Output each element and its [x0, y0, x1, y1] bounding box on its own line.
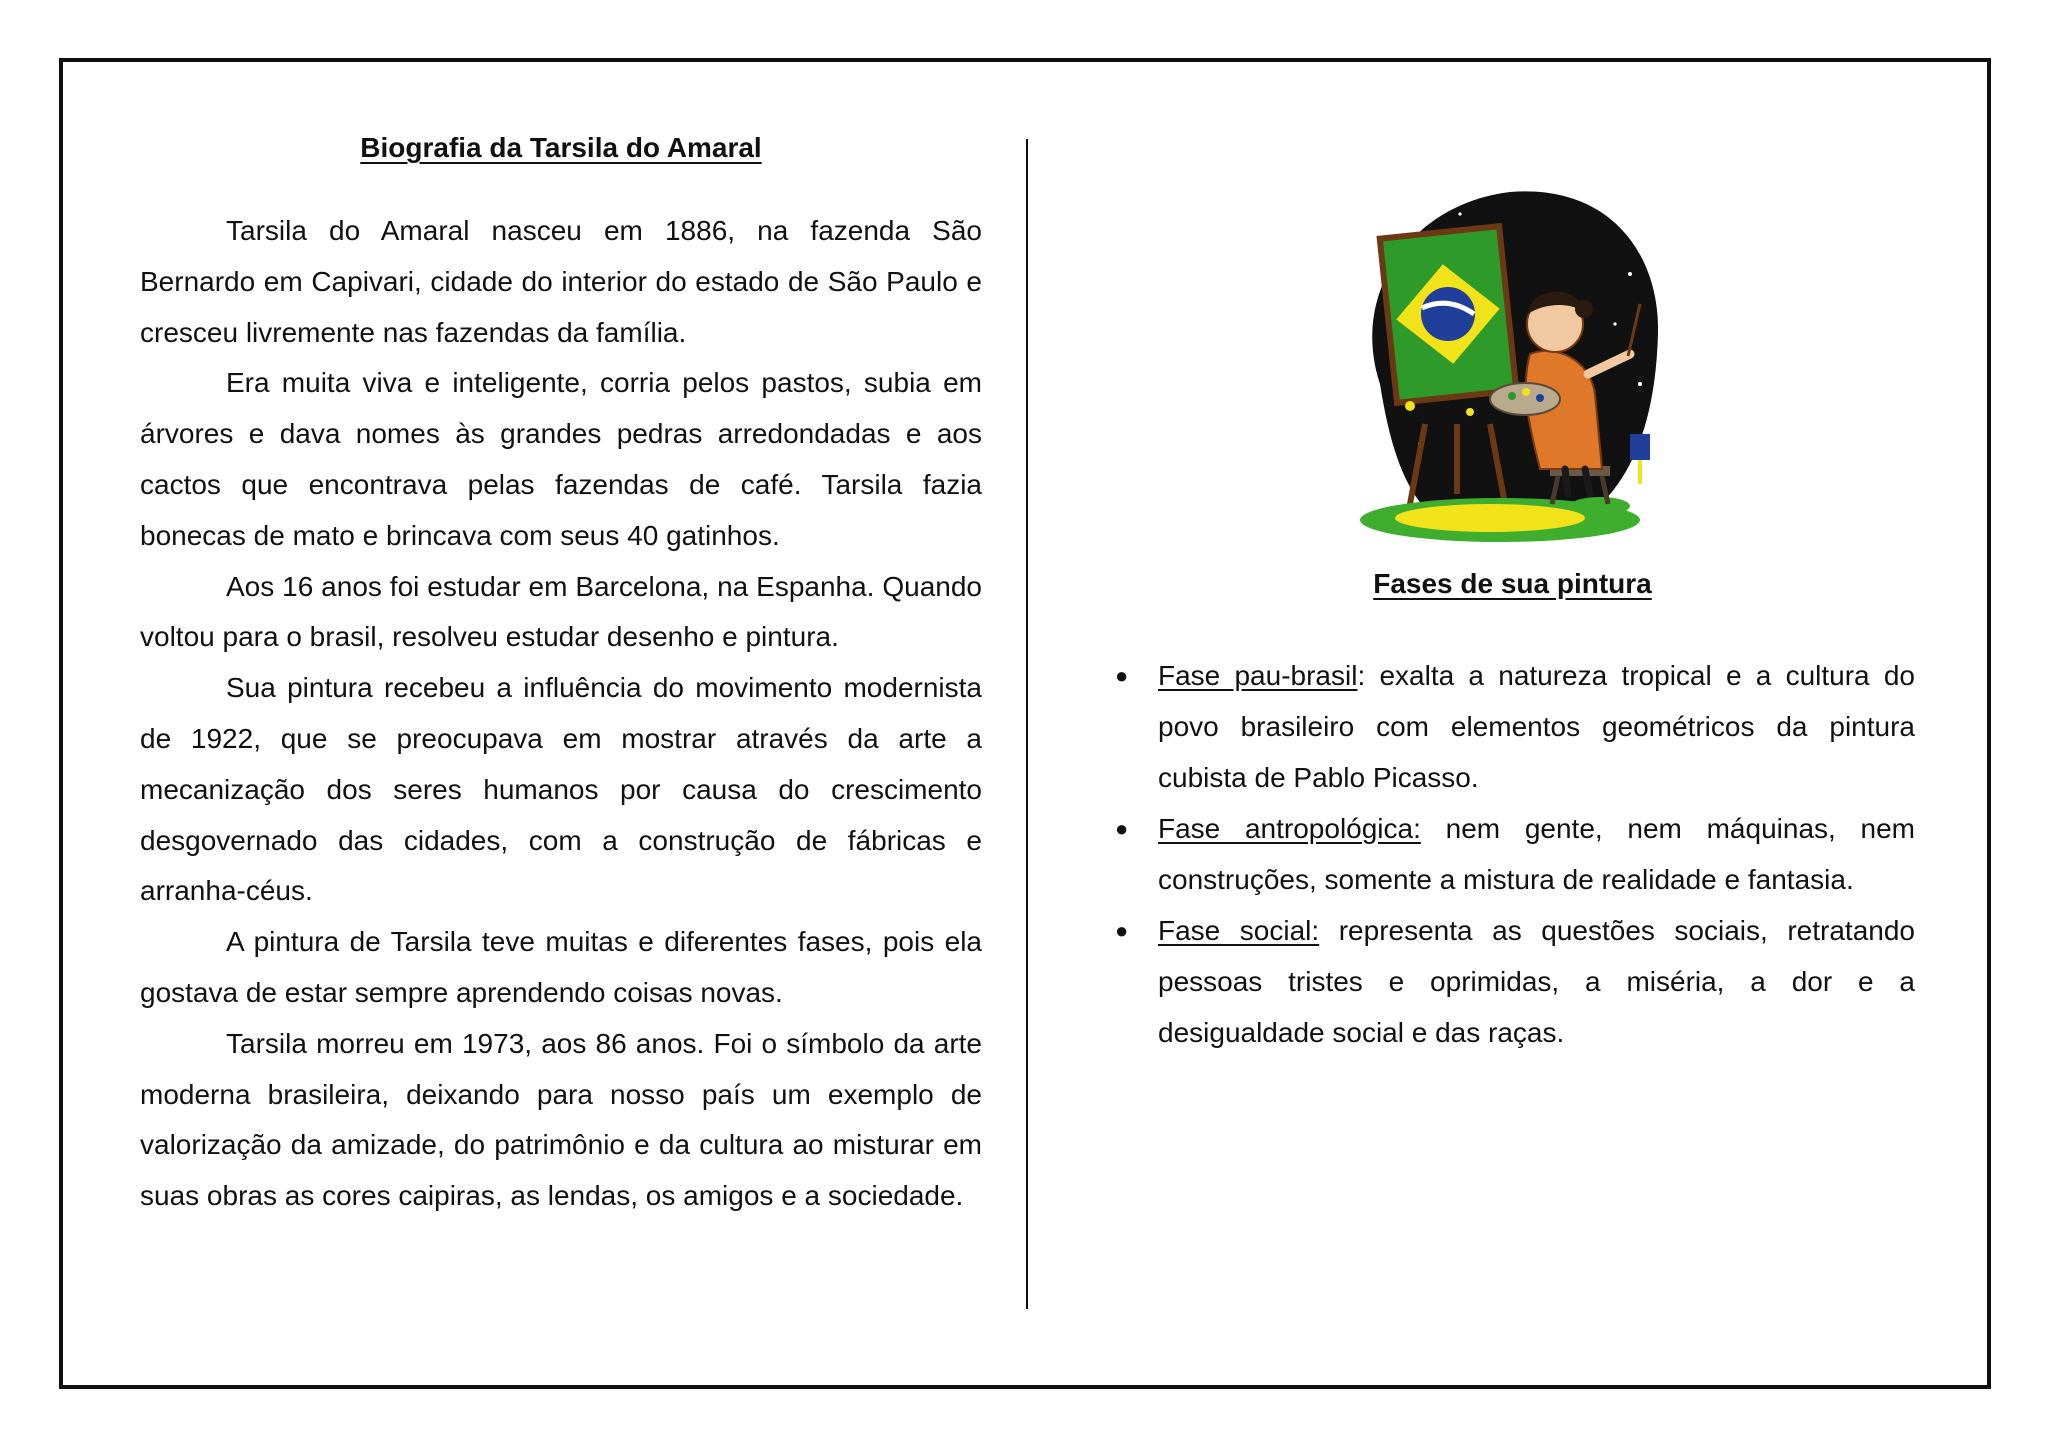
bullet-icon: ●: [1115, 918, 1129, 943]
phase-item-pau-brasil: [1110, 650, 1915, 803]
biography-paragraph: Aos 16 anos foi estudar em Barcelona, na Espanha. Quando voltou para o brasil, resolveu estudar desenho e pintura.: [140, 570, 982, 653]
bullet-icon: ●: [1115, 663, 1129, 688]
painter-illustration: [1340, 184, 1694, 558]
column-divider: [1026, 139, 1028, 1309]
phase-name: Fase social:: [1158, 915, 1320, 946]
phases-list: [1110, 650, 1915, 1058]
phase-description: exalta a natureza tropical e a cultura do povo brasileiro com elementos geométricos da pintura cubista de Pablo Picasso.: [1158, 660, 1915, 793]
phase-item-social: [1110, 905, 1915, 1058]
phase-description: representa as questões sociais, retratando pessoas tristes e oprimidas, a miséria, a dor e a desigualdade social e das raças.: [1158, 915, 1915, 1048]
phase-description: nem gente, nem máquinas, nem construções, somente a mistura de realidade e fantasia.: [1158, 813, 1915, 895]
phase-name: Fase pau-brasil: [1158, 660, 1358, 691]
biography-paragraph: Sua pintura recebeu a influência do movimento modernista de 1922, que se preocupava em mostrar através da arte a mecanização dos seres humanos por causa do crescimento desgovernado das cidades, com a construção de fábricas e arranha-céus.: [140, 672, 982, 907]
biography-paragraph: Tarsila morreu em 1973, aos 86 anos. Foi o símbolo da arte moderna brasileira, deixando para nosso país um exemplo de valorização da amizade, do patrimônio e da cultura ao misturar em suas obras as cores caipiras, as lendas, os amigos e a sociedade.: [140, 1027, 982, 1212]
phases-title: Fases de sua pintura: [1373, 568, 1652, 599]
biography-title: Biografia da Tarsila do Amaral: [360, 132, 762, 163]
biography-column: [140, 132, 982, 1222]
phases-column: [1110, 184, 1915, 1058]
phase-item-antropologica: [1110, 803, 1915, 905]
biography-paragraph: Tarsila do Amaral nasceu em 1886, na fazenda São Bernardo em Capivari, cidade do interior do estado de São Paulo e cresceu livremente nas fazendas da família.: [140, 215, 982, 348]
biography-paragraph: A pintura de Tarsila teve muitas e diferentes fases, pois ela gostava de estar sempre aprendendo coisas novas.: [140, 926, 982, 1008]
biography-paragraph: Era muita viva e inteligente, corria pelos pastos, subia em árvores e dava nomes às grandes pedras arredondadas e aos cactos que encontrava pelas fazendas de café. Tarsila fazia bonecas de mato e brincava com seus 40 gatinhos.: [140, 367, 982, 551]
bullet-icon: ●: [1115, 816, 1129, 841]
phase-name: Fase antropológica:: [1158, 813, 1421, 844]
phase-separator: :: [1357, 660, 1366, 691]
